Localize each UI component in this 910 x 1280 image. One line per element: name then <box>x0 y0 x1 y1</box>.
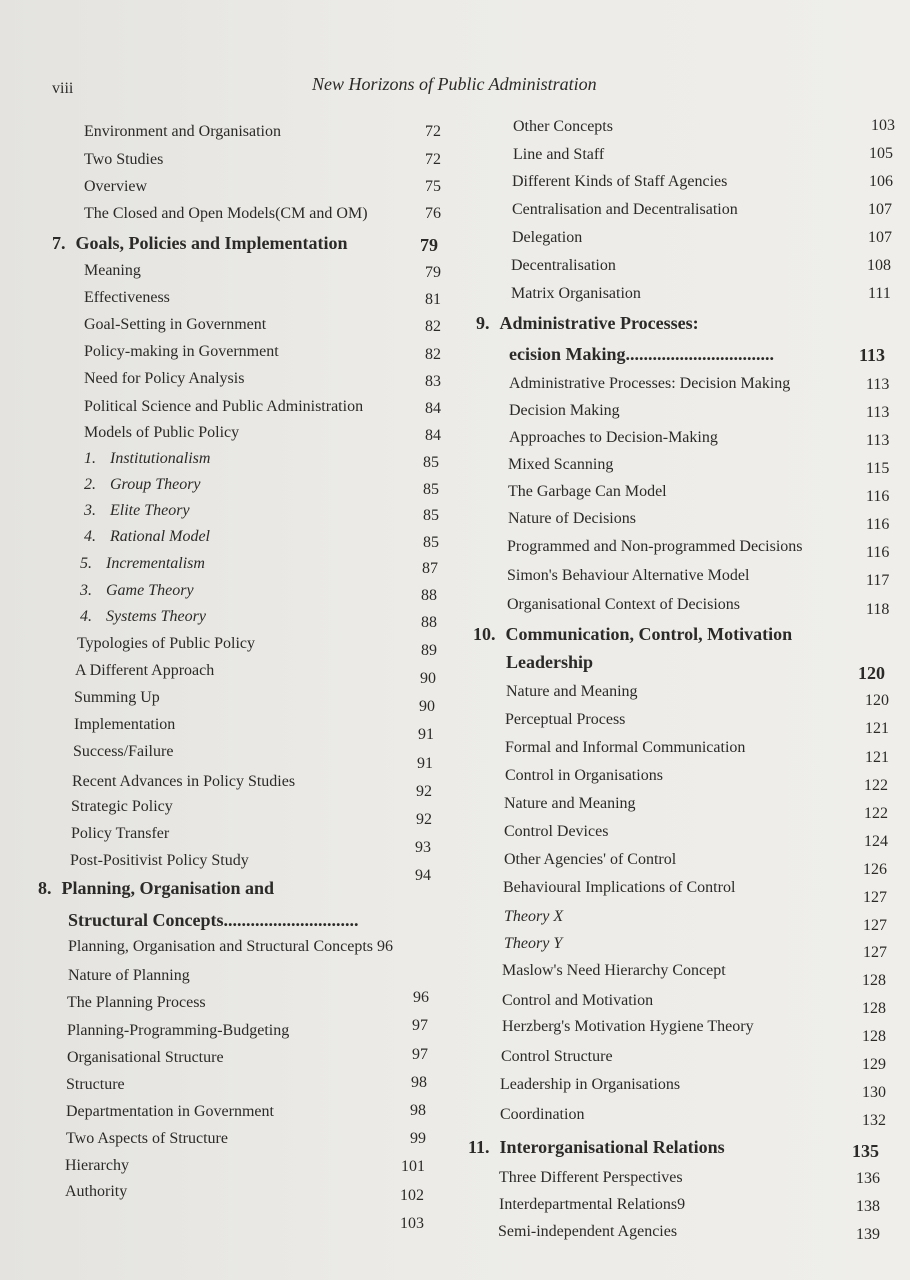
toc-entry-text: Three Different Perspectives <box>499 1169 683 1186</box>
toc-entry-text: Rational Model <box>110 528 210 545</box>
toc-page-number: 126 <box>863 861 887 878</box>
toc-entry-number: 8. <box>38 878 52 898</box>
toc-entry-title <box>500 1076 680 1094</box>
toc-entry-text: Decision Making <box>509 402 620 419</box>
toc-entry-number: 3. <box>84 502 96 519</box>
toc-entry-text: Typologies of Public Policy <box>77 635 255 652</box>
toc-page-number: 97 <box>412 1017 428 1034</box>
toc-entry-text: Perceptual Process <box>505 711 626 728</box>
toc-page-number: 130 <box>862 1084 886 1101</box>
toc-entry-text: Two Aspects of Structure <box>66 1130 228 1147</box>
toc-entry-text: Incrementalism <box>106 555 205 572</box>
toc-entry-text: Hierarchy <box>65 1157 129 1174</box>
toc-entry-title <box>508 483 667 501</box>
toc-entry-text: Control and Motivation <box>502 992 654 1009</box>
toc-entry-text: Success/Failure <box>73 743 174 760</box>
toc-page-number: 116 <box>866 488 890 505</box>
toc-page-number: 113 <box>866 404 890 421</box>
toc-entry-title <box>501 1048 613 1066</box>
toc-page-number: 128 <box>862 972 886 989</box>
toc-page-number: 84 <box>425 427 441 444</box>
toc-entry-text: Planning, Organisation and <box>61 878 275 898</box>
toc-entry-text: Simon's Behaviour Alternative Model <box>507 567 750 584</box>
toc-page-number: 121 <box>865 749 889 766</box>
toc-page-number: 105 <box>869 145 893 162</box>
toc-entry-number: 5. <box>80 555 92 572</box>
toc-page-number: 138 <box>856 1198 880 1215</box>
toc-entry-title <box>509 402 620 420</box>
toc-entry-number: 2. <box>84 476 96 493</box>
toc-entry-number: 10. <box>473 624 496 644</box>
toc-entry-text: Matrix Organisation <box>511 285 641 302</box>
toc-entry-text: Administrative Processes: Decision Making <box>509 375 791 392</box>
toc-entry-title <box>473 624 792 645</box>
toc-page-number: 116 <box>866 516 890 533</box>
toc-entry-text: Meaning <box>84 262 141 279</box>
toc-page-number: 129 <box>862 1056 886 1073</box>
toc-entry-text: Structure <box>66 1076 125 1093</box>
toc-entry-title <box>512 201 738 219</box>
toc-page-number: 113 <box>866 376 890 393</box>
toc-entry-number: 3. <box>80 582 92 599</box>
toc-page-number: 136 <box>856 1170 880 1187</box>
toc-entry-title <box>499 1196 685 1214</box>
toc-entry-text: Administrative Processes: <box>499 313 699 333</box>
toc-page-number: 117 <box>866 572 890 589</box>
toc-page-number: 116 <box>866 544 890 561</box>
toc-entry-text: Line and Staff <box>513 146 605 163</box>
toc-page-number: 98 <box>410 1102 426 1119</box>
toc-entry-text: Control Devices <box>504 823 609 840</box>
toc-entry-text: Nature and Meaning <box>504 795 636 812</box>
toc-entry-text: Semi-independent Agencies <box>498 1223 678 1240</box>
toc-entry-text: Goals, Policies and Implementation <box>75 233 348 253</box>
toc-entry-number: 7. <box>52 233 66 253</box>
toc-entry-title <box>505 711 625 729</box>
toc-entry-title <box>512 229 582 247</box>
toc-page-number: 132 <box>862 1112 886 1129</box>
toc-page-number: 107 <box>868 229 892 246</box>
toc-entry-text: Policy-making in Government <box>84 343 279 360</box>
toc-entry-title <box>508 510 636 528</box>
toc-entry-title <box>503 879 735 897</box>
toc-page-number: 111 <box>868 285 891 302</box>
toc-entry-text: Theory Y <box>504 935 563 952</box>
toc-page-number: 87 <box>422 560 438 577</box>
toc-page-number: 91 <box>417 755 433 772</box>
toc-entry-title <box>513 146 604 164</box>
toc-page-number: 101 <box>401 1158 425 1175</box>
toc-entry-title <box>504 795 636 813</box>
toc-entry-text: Behavioural Implications of Control <box>503 879 736 896</box>
toc-entry-title <box>508 456 613 474</box>
toc-page-number: 127 <box>863 889 887 906</box>
toc-entry-title <box>502 962 726 980</box>
toc-entry-title <box>509 429 718 447</box>
toc-entry-title <box>512 173 727 191</box>
toc-entry-title <box>507 567 749 585</box>
toc-page-number: 93 <box>415 839 431 856</box>
toc-entry-text: Planning-Programming-Budgeting <box>67 1022 290 1039</box>
toc-page-number: 85 <box>423 534 439 551</box>
toc-entry-text: Summing Up <box>74 689 160 706</box>
toc-page-number: 103 <box>400 1215 424 1232</box>
toc-entry-text: Centralisation and Decentralisation <box>512 201 738 218</box>
toc-page-number: 135 <box>852 1141 879 1161</box>
toc-entry-text: Structural Concepts.............................. <box>68 910 359 930</box>
toc-page-number: 118 <box>866 601 890 618</box>
toc-entry-title <box>507 538 802 556</box>
toc-page-number: 79 <box>420 235 438 255</box>
toc-page-number: 96 <box>413 989 429 1006</box>
toc-page-number: 90 <box>420 670 436 687</box>
toc-entry-title <box>504 823 608 841</box>
toc-entry-text: Delegation <box>512 229 583 246</box>
toc-entry-text: Planning, Organisation and Structural Concepts 96 <box>68 938 393 955</box>
toc-entry-title <box>507 596 740 614</box>
toc-page-number: 121 <box>865 720 889 737</box>
toc-entry-text: Institutionalism <box>110 450 211 467</box>
toc-entry-text: Implementation <box>74 716 176 733</box>
toc-entry-text: Departmentation in Government <box>66 1103 274 1120</box>
toc-entry-title <box>504 908 563 926</box>
toc-page-number: 106 <box>869 173 893 190</box>
toc-entry-text: Theory X <box>504 908 564 925</box>
toc-page-number: 107 <box>868 201 892 218</box>
toc-entry-text: Formal and Informal Communication <box>505 739 746 756</box>
toc-entry-text: Nature and Meaning <box>506 683 638 700</box>
toc-entry-text: Leadership in Organisations <box>500 1076 681 1093</box>
toc-entry-text: Interdepartmental Relations9 <box>499 1196 686 1213</box>
toc-entry-title <box>513 118 613 136</box>
toc-entry-text: Programmed and Non-programmed Decisions <box>507 538 803 555</box>
toc-entry-title <box>468 1137 725 1158</box>
toc-entry-text: Control Structure <box>501 1048 613 1065</box>
toc-entry-text: Organisational Context of Decisions <box>507 596 740 613</box>
toc-page-number: 115 <box>866 460 890 477</box>
toc-page-number: 128 <box>862 1028 886 1045</box>
toc-page-number: 124 <box>864 833 888 850</box>
toc-entry-text: The Closed and Open Models(CM and OM) <box>84 205 368 222</box>
toc-entry-number: 1. <box>84 450 96 467</box>
toc-entry-text: Systems Theory <box>106 608 206 625</box>
toc-page-number: 108 <box>867 257 891 274</box>
toc-entry-text: Strategic Policy <box>71 798 173 815</box>
toc-entry-text: Two Studies <box>84 151 164 168</box>
toc-entry-text: Control in Organisations <box>505 767 663 784</box>
toc-entry-title <box>505 767 663 785</box>
toc-page-number: 102 <box>400 1187 424 1204</box>
toc-entry-number: 11. <box>468 1137 490 1157</box>
toc-entry-title <box>502 1018 754 1036</box>
toc-page-number: 128 <box>862 1000 886 1017</box>
toc-entry-title <box>509 375 790 393</box>
toc-entry-title <box>499 1169 683 1187</box>
toc-page-number: 98 <box>411 1074 427 1091</box>
toc-page-number: 75 <box>425 178 441 195</box>
toc-entry-title <box>502 992 653 1010</box>
toc-entry-text: Game Theory <box>106 582 194 599</box>
toc-page-number: 88 <box>421 587 437 604</box>
toc-entry-text: Mixed Scanning <box>508 456 614 473</box>
toc-page-number: 83 <box>425 373 441 390</box>
toc-entry-title <box>509 344 774 365</box>
toc-page-number: 89 <box>421 642 437 659</box>
toc-entry-title <box>506 683 638 701</box>
toc-page-number: 113 <box>866 432 890 449</box>
toc-entry-text: Different Kinds of Staff Agencies <box>512 173 728 190</box>
toc-entry-number: 4. <box>84 528 96 545</box>
toc-entry-text: Other Agencies' of Control <box>504 851 677 868</box>
toc-entry-title <box>504 935 562 953</box>
toc-page-number: 85 <box>423 481 439 498</box>
toc-page-number: 92 <box>416 783 432 800</box>
toc-entry-text: Recent Advances in Policy Studies <box>72 773 296 790</box>
toc-page-number: 92 <box>416 811 432 828</box>
toc-page-number: 113 <box>859 345 886 365</box>
toc-entry-title <box>506 652 593 673</box>
toc-entry-title <box>476 313 699 334</box>
toc-page-number: 103 <box>871 117 895 134</box>
toc-entry-text: Organisational Structure <box>67 1049 224 1066</box>
toc-page-number: 99 <box>410 1130 426 1147</box>
toc-entry-text: Nature of Decisions <box>508 510 636 527</box>
toc-page-number: 76 <box>425 205 441 222</box>
toc-entry-text: Post-Positivist Policy Study <box>70 852 249 869</box>
toc-entry-title <box>500 1106 584 1124</box>
toc-entry-title <box>498 1223 677 1241</box>
toc-entry-text: Coordination <box>500 1106 585 1123</box>
toc-entry-text: Policy Transfer <box>71 825 170 842</box>
toc-entry-text: Herzberg's Motivation Hygiene Theory <box>502 1018 754 1035</box>
toc-page-number: 79 <box>425 264 441 281</box>
toc-entry-text: Political Science and Public Administration <box>84 398 364 415</box>
toc-entry-text: Communication, Control, Motivation <box>505 624 793 644</box>
toc-entry-text: The Garbage Can Model <box>508 483 667 500</box>
toc-page-number: 72 <box>425 151 441 168</box>
toc-page-number: 82 <box>425 318 441 335</box>
running-head-title: New Horizons of Public Administration <box>312 74 597 94</box>
page-folio: viii <box>52 80 74 97</box>
toc-entry-text: Elite Theory <box>110 502 190 519</box>
toc-page-number: 90 <box>419 698 435 715</box>
toc-entry-text: Interorganisational Relations <box>499 1137 725 1157</box>
toc-page-number: 88 <box>421 614 437 631</box>
toc-entry-text: The Planning Process <box>67 994 206 1011</box>
toc-entry-number: 9. <box>476 313 490 333</box>
toc-entry-text: Decentralisation <box>511 257 616 274</box>
toc-page-number: 94 <box>415 867 431 884</box>
toc-page-number: 127 <box>863 944 887 961</box>
toc-entry-text: ecision Making................................. <box>509 344 775 364</box>
toc-page-number: 85 <box>423 454 439 471</box>
toc-entry-text: Overview <box>84 178 148 195</box>
toc-page-number: 122 <box>864 777 888 794</box>
toc-page-number: 127 <box>863 917 887 934</box>
toc-entry-text: Authority <box>65 1183 128 1200</box>
toc-page-number: 85 <box>423 507 439 524</box>
toc-page-number: 82 <box>425 346 441 363</box>
toc-entry-text: Approaches to Decision-Making <box>509 429 718 446</box>
toc-entry-text: Models of Public Policy <box>84 424 240 441</box>
toc-page-number: 97 <box>412 1046 428 1063</box>
toc-entry-text: Environment and Organisation <box>84 123 281 140</box>
toc-entry-title <box>511 257 616 275</box>
toc-entry-text: Group Theory <box>110 476 201 493</box>
toc-entry-text: Goal-Setting in Government <box>84 316 267 333</box>
toc-entry-title <box>504 851 676 869</box>
toc-entry-text: Leadership <box>506 652 594 672</box>
toc-page-number: 81 <box>425 291 441 308</box>
toc-entry-text: Maslow's Need Hierarchy Concept <box>502 962 726 979</box>
toc-page-number: 120 <box>865 692 889 709</box>
toc-page-number: 139 <box>856 1226 880 1243</box>
toc-page-number: 122 <box>864 805 888 822</box>
toc-page-number: 84 <box>425 400 441 417</box>
toc-entry-text: Other Concepts <box>513 118 613 135</box>
toc-entry-text: Nature of Planning <box>68 967 190 984</box>
toc-page-number: 91 <box>418 726 434 743</box>
toc-entry-text: Need for Policy Analysis <box>84 370 245 387</box>
toc-entry-number: 4. <box>80 608 92 625</box>
toc-page-number: 72 <box>425 123 441 140</box>
toc-entry-title <box>505 739 745 757</box>
toc-entry-text: A Different Approach <box>75 662 215 679</box>
toc-page-number: 120 <box>858 663 885 683</box>
toc-entry-title <box>511 285 641 303</box>
toc-entry-text: Effectiveness <box>84 289 170 306</box>
